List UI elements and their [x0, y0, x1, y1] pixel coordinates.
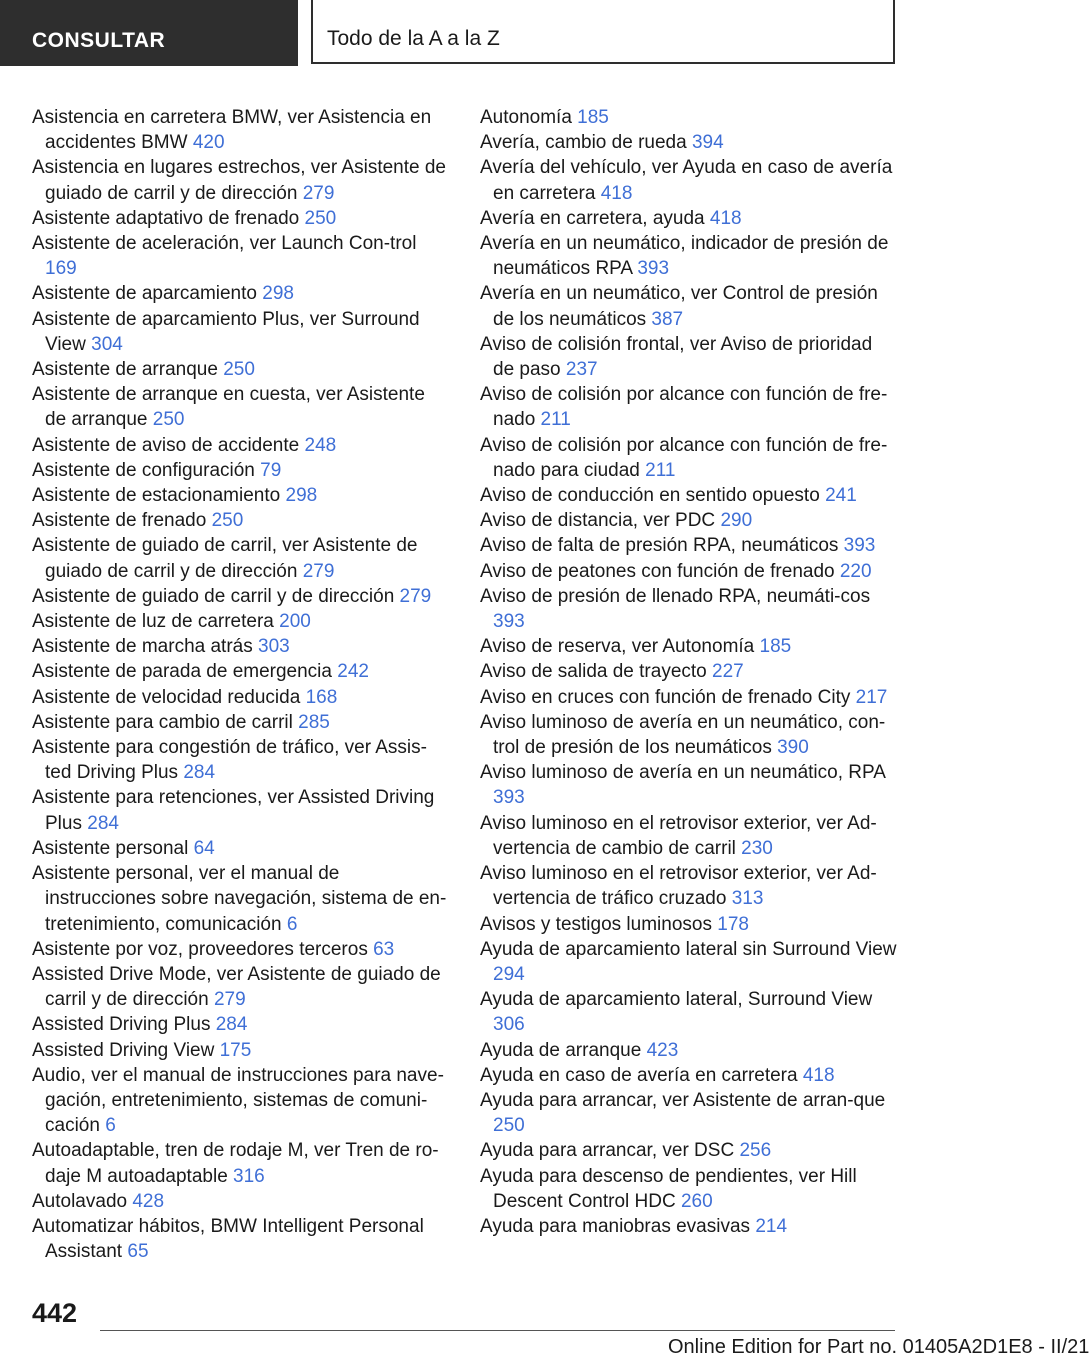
entry-text: Asistente de parada de emergencia	[32, 661, 338, 683]
entry-text: Aviso luminoso en el retrovisor exterior, ver Ad-vertencia de cambio de carril	[480, 812, 877, 859]
index-entry	[480, 1214, 898, 1239]
entry-text: Asistente de velocidad reducida	[32, 686, 306, 708]
entry-text: Ayuda en caso de avería en carretera	[480, 1064, 803, 1086]
page-reference-link[interactable]: 290	[720, 510, 753, 532]
entry-text: Assisted Driving View	[32, 1039, 220, 1061]
page-reference-link[interactable]: 250	[211, 510, 244, 532]
index-entry	[32, 483, 450, 508]
page-reference-link[interactable]: 214	[755, 1215, 788, 1237]
entry-text: Asistente de luz de carretera	[32, 611, 280, 633]
index-entry	[32, 1214, 450, 1264]
index-entry	[32, 937, 450, 962]
entry-text: Aviso de reserva, ver Autonomía	[480, 636, 760, 658]
entry-text: Aviso de colisión por alcance con función de fre-nado para ciudad	[480, 434, 888, 481]
entry-text: Assisted Driving Plus	[32, 1014, 216, 1036]
page-reference-link[interactable]: 316	[233, 1165, 265, 1187]
entry-text: Asistente de aceleración, ver Launch Con-trol	[32, 233, 417, 255]
page-reference-link[interactable]: 393	[493, 611, 525, 633]
index-entry	[480, 861, 898, 911]
index-entry	[32, 861, 450, 937]
page-reference-link[interactable]: 284	[215, 1014, 248, 1036]
page-reference-link[interactable]: 279	[302, 182, 335, 204]
index-entry	[32, 1189, 450, 1214]
entry-text: Aviso luminoso en el retrovisor exterior, ver Ad-vertencia de tráfico cruzado	[480, 863, 877, 910]
entry-text: Audio, ver el manual de instrucciones para nave-gación, entretenimiento, sistemas de comuni-cación	[32, 1064, 444, 1137]
page-reference-link[interactable]: 279	[399, 585, 432, 607]
index-entry	[480, 659, 898, 684]
entry-text: Asistente de guiado de carril y de dirección	[32, 585, 400, 607]
index-entry	[32, 508, 450, 533]
section-tab[interactable]: CONSULTAR	[0, 0, 298, 66]
entry-text: Avería en carretera, ayuda	[480, 207, 710, 229]
page-reference-link[interactable]: 306	[493, 1014, 525, 1036]
page-reference-link[interactable]: 304	[91, 333, 123, 355]
entry-text: Asistente de aparcamiento Plus, ver Surround View	[32, 308, 420, 355]
entry-text: Aviso de salida de trayecto	[480, 661, 713, 683]
entry-text: Ayuda de arranque	[480, 1039, 647, 1061]
entry-text: Asistente de configuración	[32, 459, 261, 481]
page-reference-link[interactable]: 390	[777, 737, 809, 759]
entry-text: Avería en un neumático, indicador de presión de neumáticos RPA	[480, 233, 889, 280]
page-number: 442	[32, 1298, 78, 1328]
page-reference-link[interactable]: 178	[717, 913, 749, 935]
entry-text: Aviso de colisión frontal, ver Aviso de prioridad de paso	[480, 333, 873, 381]
index-entry	[32, 584, 450, 609]
page-reference-link[interactable]: 242	[337, 661, 369, 683]
entry-text: Aviso de presión de llenado RPA, neumáti-cos	[480, 585, 871, 607]
index-entry	[480, 281, 898, 331]
index-entry	[480, 533, 898, 558]
index-entry	[32, 1038, 450, 1063]
entry-text: Assisted Drive Mode, ver Asistente de guiado de carril y de dirección	[32, 963, 441, 1011]
page-reference-link[interactable]: 211	[645, 459, 676, 481]
page-reference-link[interactable]: 250	[152, 409, 185, 431]
index-entry	[32, 1063, 450, 1139]
page-reference-link[interactable]: 393	[843, 535, 876, 557]
index-entry	[32, 206, 450, 231]
entry-text: Automatizar hábitos, BMW Intelligent Personal Assistant	[32, 1215, 424, 1263]
index-entry	[32, 458, 450, 483]
entry-text: Asistente de arranque en cuesta, ver Asistente de arranque	[32, 384, 425, 431]
entry-text: Asistente para cambio de carril	[32, 711, 299, 733]
page-reference-link[interactable]: 237	[565, 359, 598, 381]
entry-text: Asistente de aviso de accidente	[32, 434, 305, 456]
entry-text: Ayuda de aparcamiento lateral sin Surround View	[480, 938, 897, 960]
entry-text: Aviso de distancia, ver PDC	[480, 510, 721, 532]
page-reference-link[interactable]: 313	[731, 888, 764, 910]
page-reference-link[interactable]: 418	[600, 182, 633, 204]
index-entry	[32, 962, 450, 1012]
page-reference-link[interactable]: 298	[262, 283, 294, 305]
index-entry	[32, 685, 450, 710]
footer-edition: Online Edition for Part no. 01405A2D1E8 - II/21	[668, 1336, 1089, 1358]
page-reference-link[interactable]: 241	[825, 485, 857, 507]
entry-text: Aviso de peatones con función de frenado	[480, 560, 840, 582]
index-entry	[32, 659, 450, 684]
page-header	[0, 0, 960, 66]
entry-text: Asistente para congestión de tráfico, ver Assis-ted Driving Plus	[32, 737, 427, 784]
page-reference-link[interactable]: 200	[279, 611, 311, 633]
entry-text: Asistente de frenado	[32, 510, 212, 532]
page-reference-link[interactable]: 230	[741, 837, 773, 859]
page-reference-link[interactable]: 387	[651, 308, 684, 330]
index-entry	[480, 1088, 898, 1138]
entry-text: Avería del vehículo, ver Ayuda en caso de avería en carretera	[480, 157, 893, 204]
entry-text: Asistencia en lugares estrechos, ver Asistente de guiado de carril y de dirección	[32, 157, 447, 204]
entry-text: Asistente de marcha atrás	[32, 636, 258, 658]
page-reference-link[interactable]: 64	[193, 837, 215, 859]
entry-text: Asistente de estacionamiento	[32, 485, 286, 507]
page-reference-link[interactable]: 298	[285, 485, 318, 507]
index-entry	[480, 584, 898, 634]
index-entry	[480, 231, 898, 281]
page-reference-link[interactable]: 248	[304, 434, 337, 456]
entry-text: Aviso luminoso de avería en un neumático, con-trol de presión de los neumáticos	[480, 711, 886, 759]
index-entry	[480, 760, 898, 810]
entry-text: Ayuda de aparcamiento lateral, Surround View	[480, 989, 873, 1011]
page-reference-link[interactable]: 394	[691, 132, 724, 154]
entry-text: Aviso de colisión por alcance con función de fre-nado	[480, 384, 888, 431]
index-entry	[480, 811, 898, 861]
index-entry	[32, 785, 450, 835]
index-entry	[32, 735, 450, 785]
index-entry	[32, 357, 450, 382]
entry-text: Asistente por voz, proveedores terceros	[32, 938, 374, 960]
index-entry	[32, 634, 450, 659]
index-entry	[480, 987, 898, 1037]
entry-text: Avería, cambio de rueda	[480, 132, 692, 154]
index-entry	[480, 155, 898, 205]
index-entry	[480, 1138, 898, 1163]
page-reference-link[interactable]: 63	[373, 938, 395, 960]
page-reference-link[interactable]: 168	[305, 686, 338, 708]
index-entry	[480, 937, 898, 987]
chapter-tab[interactable]: Todo de la A a la Z	[311, 0, 895, 64]
footer-divider	[100, 1330, 895, 1331]
page-reference-link[interactable]: 285	[298, 711, 330, 733]
page-reference-link[interactable]: 418	[709, 207, 742, 229]
index-entry	[480, 710, 898, 760]
index-entry	[480, 382, 898, 432]
entry-text: Ayuda para arrancar, ver Asistente de arran-que	[480, 1089, 886, 1111]
index-entry	[32, 433, 450, 458]
index-column-left	[32, 105, 450, 1264]
page-reference-link[interactable]: 185	[759, 636, 792, 658]
page-reference-link[interactable]: 217	[855, 686, 888, 708]
page-reference-link[interactable]: 220	[839, 560, 872, 582]
page-reference-link[interactable]: 284	[87, 812, 119, 834]
entry-text: Asistente personal	[32, 837, 194, 859]
index-entry	[32, 155, 450, 205]
index-entry	[480, 559, 898, 584]
entry-text: Avería en un neumático, ver Control de presión de los neumáticos	[480, 283, 878, 330]
entry-text: Autolavado	[32, 1190, 133, 1212]
page-reference-link[interactable]: 303	[258, 636, 290, 658]
index-column-right	[480, 105, 898, 1239]
page-reference-link[interactable]: 393	[493, 787, 525, 809]
index-entry	[32, 307, 450, 357]
entry-text: Autoadaptable, tren de rodaje M, ver Tren de ro-daje M autoadaptable	[32, 1140, 439, 1187]
entry-text: Asistente para retenciones, ver Assisted Driving Plus	[32, 787, 435, 834]
index-entry	[32, 281, 450, 306]
entry-text: Avisos y testigos luminosos	[480, 913, 718, 935]
index-entry	[480, 105, 898, 130]
index-entry	[480, 634, 898, 659]
page-reference-link[interactable]: 428	[132, 1190, 165, 1212]
page-reference-link[interactable]: 423	[646, 1039, 679, 1061]
entry-text: Autonomía	[480, 107, 578, 128]
index-entry	[480, 508, 898, 533]
page-reference-link[interactable]: 284	[183, 762, 216, 784]
page-reference-link[interactable]: 279	[302, 560, 335, 582]
index-entry	[32, 382, 450, 432]
index-entry	[32, 105, 450, 155]
index-entry	[32, 231, 450, 281]
page-reference-link[interactable]: 393	[637, 258, 670, 280]
index-entry	[32, 710, 450, 735]
page-reference-link[interactable]: 79	[260, 459, 282, 481]
index-entry	[480, 433, 898, 483]
page-reference-link[interactable]: 6	[286, 913, 298, 935]
page-reference-link[interactable]: 420	[192, 132, 225, 154]
index-entry	[32, 836, 450, 861]
entry-text: Aviso en cruces con función de frenado City	[480, 686, 856, 708]
index-entry	[480, 1063, 898, 1088]
entry-text: Asistente de guiado de carril, ver Asistente de guiado de carril y de dirección	[32, 535, 418, 582]
page-reference-link[interactable]: 65	[127, 1241, 149, 1263]
page-reference-link[interactable]: 6	[105, 1115, 116, 1137]
index-entry	[480, 483, 898, 508]
index-entry	[32, 609, 450, 634]
entry-text: Aviso luminoso de avería en un neumático, RPA	[480, 762, 885, 784]
entry-text: Ayuda para maniobras evasivas	[480, 1215, 756, 1237]
entry-text: Asistente de aparcamiento	[32, 283, 263, 305]
entry-text: Asistente de arranque	[32, 359, 224, 381]
entry-text: Ayuda para descenso de pendientes, ver Hill Descent Control HDC	[480, 1165, 857, 1212]
index-entry	[32, 1012, 450, 1037]
page-reference-link[interactable]: 418	[802, 1064, 835, 1086]
index-entry	[480, 206, 898, 231]
page-reference-link[interactable]: 256	[739, 1140, 772, 1162]
page-reference-link[interactable]: 211	[540, 409, 571, 431]
index-entry	[480, 1038, 898, 1063]
page-reference-link[interactable]: 250	[493, 1115, 525, 1137]
entry-text: Asistencia en carretera BMW, ver Asistencia en accidentes BMW	[32, 107, 432, 154]
page-reference-link[interactable]: 294	[493, 963, 525, 985]
entry-text: Asistente adaptativo de frenado	[32, 207, 305, 229]
page-reference-link[interactable]: 260	[680, 1190, 713, 1212]
entry-text: Asistente personal, ver el manual de instrucciones sobre navegación, sistema de en-tretenimiento, comunicación	[32, 863, 447, 935]
page-reference-link[interactable]: 169	[45, 258, 77, 280]
index-entry	[32, 1138, 450, 1188]
entry-text: Ayuda para arrancar, ver DSC	[480, 1140, 740, 1162]
page-reference-link[interactable]: 250	[304, 207, 337, 229]
index-entry	[32, 533, 450, 583]
page-reference-link[interactable]: 250	[223, 359, 255, 381]
index-entry	[480, 130, 898, 155]
index-entry	[480, 912, 898, 937]
index-entry	[480, 1164, 898, 1214]
entry-text: Aviso de falta de presión RPA, neumáticos	[480, 535, 844, 557]
index-entry	[480, 332, 898, 382]
page-reference-link[interactable]: 279	[213, 989, 246, 1011]
page-reference-link[interactable]: 227	[712, 661, 744, 683]
index-entry	[480, 685, 898, 710]
page-reference-link[interactable]: 185	[577, 107, 609, 128]
entry-text: Aviso de conducción en sentido opuesto	[480, 485, 826, 507]
page-reference-link[interactable]: 175	[219, 1039, 252, 1061]
